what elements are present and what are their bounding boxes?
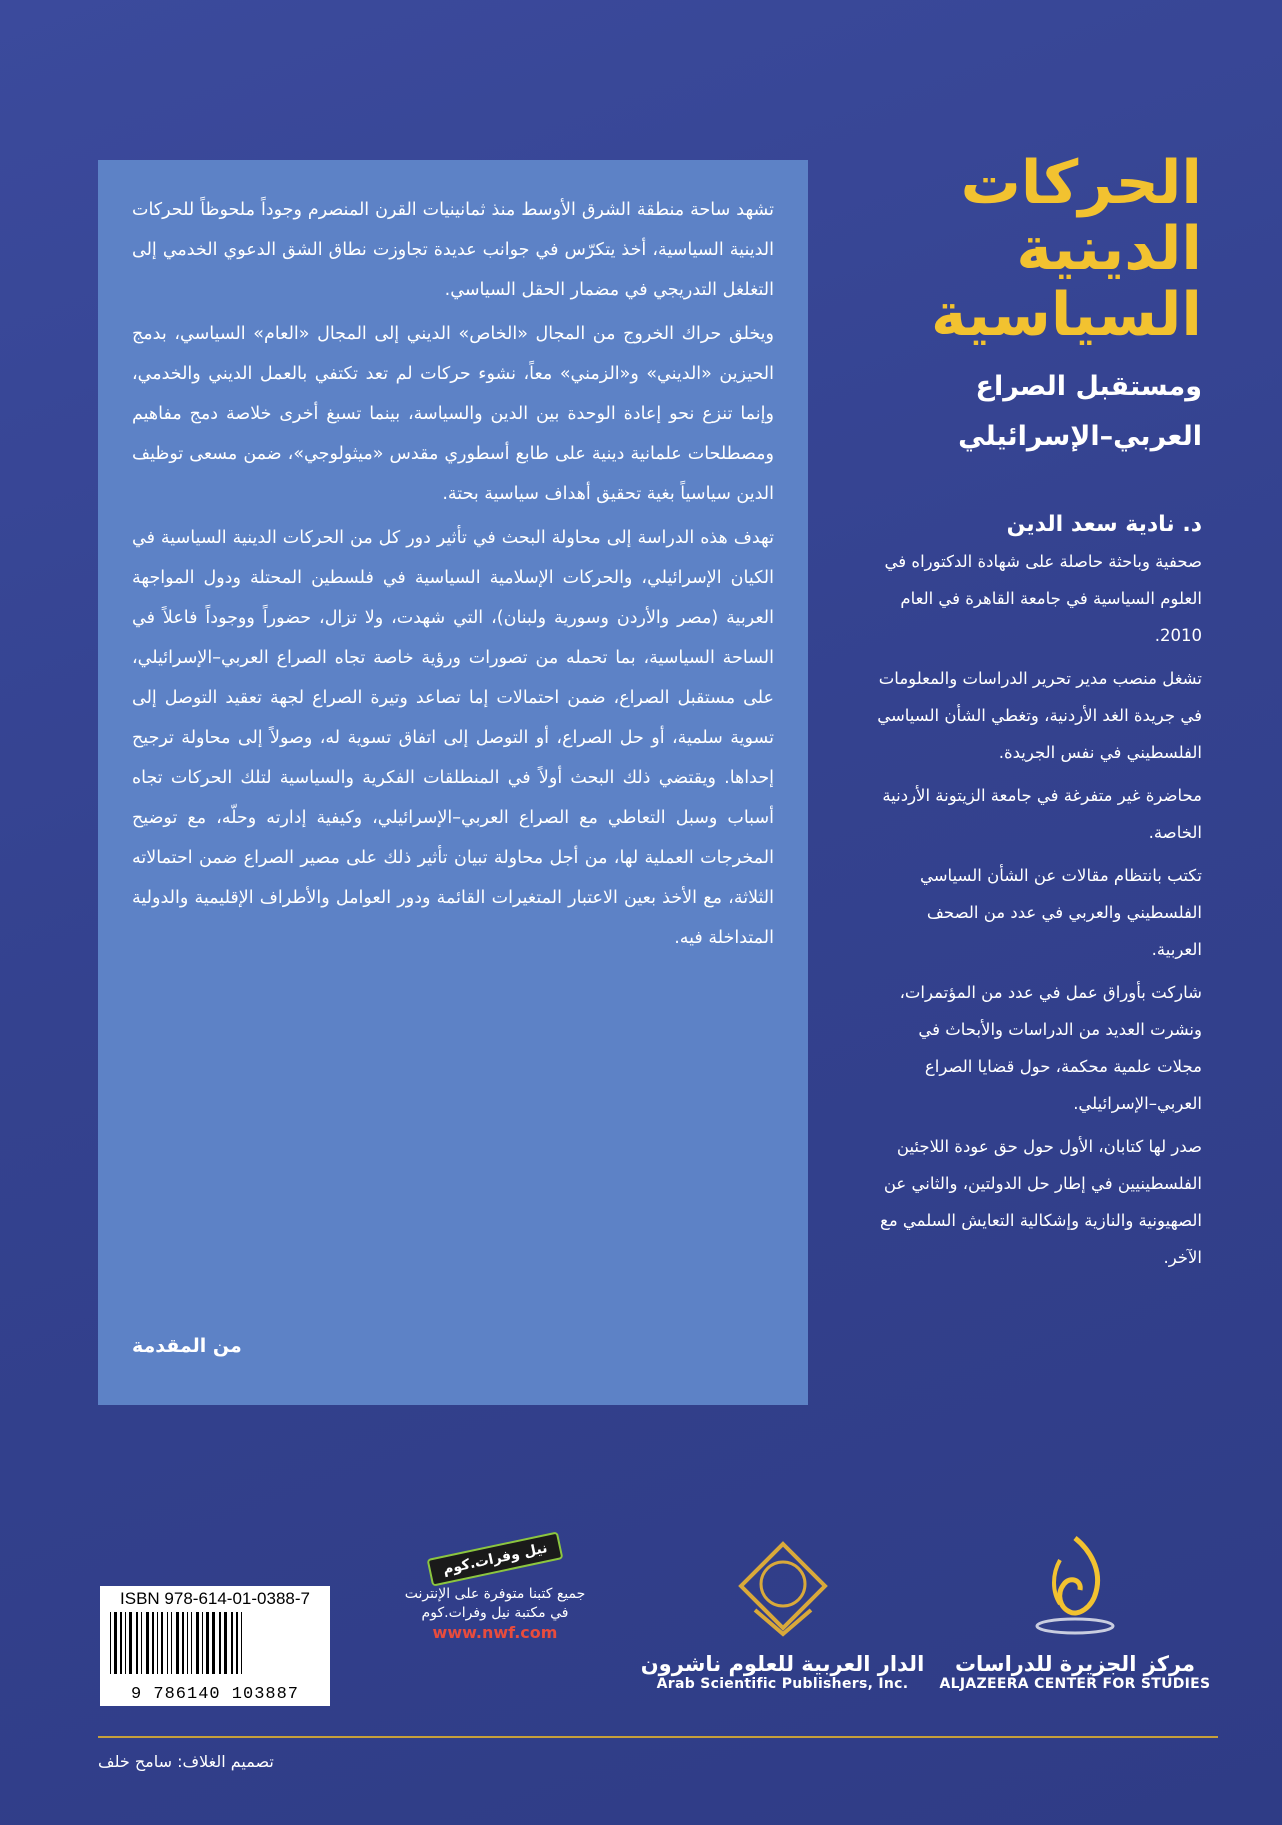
isbn-digits: 9 786140 103887 bbox=[130, 1685, 300, 1704]
barcode-bar bbox=[212, 1612, 215, 1674]
asp-logo bbox=[640, 1540, 925, 1692]
aljazeera-center-logo bbox=[935, 1530, 1215, 1692]
isbn-label: ISBN 978-614-01-0388-7 bbox=[120, 1589, 310, 1608]
aljazeera-name-en: ALJAZEERA CENTER FOR STUDIES bbox=[939, 1676, 1211, 1692]
barcode-bar bbox=[176, 1612, 179, 1674]
author-bio-paragraph: تكتب بانتظام مقالات عن الشأن السياسي الفلسطيني والعربي في عدد من الصحف العربية. bbox=[919, 866, 1202, 959]
author-bio-paragraph: صحفية وباحثة حاصلة على شهادة الدكتوراه في العلوم السياسية في جامعة القاهرة في العام 2010. bbox=[884, 552, 1202, 645]
barcode-bar bbox=[136, 1612, 138, 1674]
title-block bbox=[872, 150, 1202, 462]
barcode-bar bbox=[231, 1612, 233, 1674]
barcode-bar bbox=[110, 1612, 111, 1674]
book-title-line-1: الحركات bbox=[960, 148, 1202, 218]
author-block bbox=[872, 512, 1202, 1282]
author-bio-paragraph: تشغل منصب مدير تحرير الدراسات والمعلومات في جريدة الغد الأردنية، وتغطي الشأن السياسي الفلسطيني في نفس الجريدة. bbox=[877, 669, 1202, 762]
barcode-graphic bbox=[108, 1612, 322, 1674]
barcode-bar bbox=[141, 1612, 142, 1674]
neelwafurat-line-1: جميع كتبنا متوفرة على الإنترنت bbox=[404, 1586, 586, 1602]
author-bio-paragraph: محاضرة غير متفرغة في جامعة الزيتونة الأردنية الخاصة. bbox=[882, 786, 1202, 842]
author-bio-paragraph: صدر لها كتابان، الأول حول حق عودة اللاجئين الفلسطينيين في إطار حل الدولتين، والثاني عن الصهيونية والنازية وإشكالية التعايش السلمي مع الآخر. bbox=[880, 1137, 1202, 1267]
barcode-bar bbox=[182, 1612, 184, 1674]
book-title-line-2: الدينية bbox=[1016, 214, 1202, 284]
asp-emblem-icon bbox=[733, 1540, 833, 1640]
isbn-barcode bbox=[100, 1586, 330, 1706]
aljazeera-name-ar: مركز الجزيرة للدراسات bbox=[954, 1652, 1196, 1676]
barcode-bar bbox=[167, 1612, 168, 1674]
asp-name-ar: الدار العربية للعلوم ناشرون bbox=[640, 1652, 925, 1676]
neelwafurat-url: www.nwf.com bbox=[432, 1623, 558, 1642]
neelwafurat-line-2: في مكتبة نيل وفرات.كوم bbox=[421, 1605, 569, 1621]
barcode-bar bbox=[157, 1612, 158, 1674]
neelwafurat-tag: نيل وفرات.كوم bbox=[426, 1531, 563, 1586]
abstract-source-label: من المقدمة bbox=[132, 1335, 242, 1357]
barcode-bar bbox=[114, 1612, 117, 1674]
abstract-paragraph: ويخلق حراك الخروج من المجال «الخاص» الديني إلى المجال «العام» السياسي، بدمج الحيزين «الديني» و«الزمني» معاً، نشوء حركات لم تعد تكتفي بالعمل الديني والخدمي، وإنما تنزع نحو إعادة الوحدة بين الدين والسياسة، بينما تسبغ أخرى خلاصة دمج مفاهيم ومصطلحات علمانية دينية على طابع أسطوري مقدس «ميثولوجي»، ضمن مسعى توظيف الدين سياسياً بغية تحقيق أهداف سياسية بحتة. bbox=[132, 324, 774, 504]
barcode-bar bbox=[187, 1612, 188, 1674]
barcode-bar bbox=[224, 1612, 227, 1674]
author-name: د. نادية سعد الدين bbox=[1006, 512, 1202, 537]
barcode-bar bbox=[206, 1612, 209, 1674]
book-subtitle-line-1: ومستقبل الصراع bbox=[975, 371, 1202, 402]
aljazeera-emblem-icon bbox=[1030, 1530, 1120, 1640]
barcode-bar bbox=[152, 1612, 154, 1674]
abstract-box bbox=[98, 160, 808, 1405]
barcode-bar bbox=[191, 1612, 192, 1674]
barcode-bar bbox=[129, 1612, 132, 1674]
barcode-bar bbox=[241, 1612, 242, 1674]
barcode-bar bbox=[161, 1612, 163, 1674]
barcode-bar bbox=[146, 1612, 149, 1674]
barcode-bar bbox=[120, 1612, 122, 1674]
book-title-line-3: السياسية bbox=[930, 280, 1202, 350]
abstract-paragraph: تهدف هذه الدراسة إلى محاولة البحث في تأثير دور كل من الحركات الدينية السياسية في الكيان الإسرائيلي، والحركات الإسلامية السياسية في فلسطين المحتلة ودول المواجهة العربية (مصر والأردن وسورية ولبنان)، التي شهدت، ولا تزال، حضوراً ووجوداً فاعلاً في الساحة السياسية، بما تحمله من تصورات ورؤية خاصة تجاه الصراع العربي–الإسرائيلي، على مستقبل الصراع، ضمن احتمالات إما تصاعد وتيرة الصراع لجهة تعقيد التوصل إلى تسوية سلمية، أو حل الصراع، أو التوصل إلى اتفاق تسوية له، وصولاً إلى محاولة ترجيح إحداها. ويقتضي ذلك البحث أولاً في المنطلقات الفكرية والسياسية لتلك الحركات تجاه أسباب وسبل التعاطي مع الصراع العربي–الإسرائيلي، وكيفية إدارته وحلّه، مع توضيح المخرجات العملية لها، من أجل محاولة تبيان تأثير ذلك على مصير الصراع ضمن احتمالاته الثلاثة، مع الأخذ بعين الاعتبار المتغيرات القائمة ودور العوامل والأطراف الإقليمية والدولية المتداخلة فيه. bbox=[132, 528, 774, 948]
barcode-bar bbox=[125, 1612, 126, 1674]
abstract-paragraph: تشهد ساحة منطقة الشرق الأوسط منذ ثمانينيات القرن المنصرم وجوداً ملحوظاً للحركات الدينية السياسية، أخذ يتكرّس في جوانب عديدة تجاوزت نطاق الشق الدعوي الخدمي إلى التغلغل التدريجي في مضمار الحقل السياسي. bbox=[132, 200, 774, 300]
book-subtitle-line-2: العربي–الإسرائيلي bbox=[958, 421, 1202, 452]
barcode-bar bbox=[171, 1612, 172, 1674]
barcode-bar bbox=[196, 1612, 199, 1674]
cover-design-credit: تصميم الغلاف: سامح خلف bbox=[98, 1752, 274, 1771]
author-bio-paragraph: شاركت بأوراق عمل في عدد من المؤتمرات، ونشرت العديد من الدراسات والأبحاث في مجلات علمية محكمة، حول قضايا الصراع العربي–الإسرائيلي. bbox=[899, 983, 1202, 1113]
footer-divider bbox=[98, 1736, 1218, 1738]
neelwafurat-block bbox=[360, 1540, 630, 1642]
asp-name-en: Arab Scientific Publishers, Inc. bbox=[656, 1676, 909, 1692]
barcode-bar bbox=[219, 1612, 221, 1674]
barcode-bar bbox=[202, 1612, 203, 1674]
barcode-bar bbox=[236, 1612, 238, 1674]
